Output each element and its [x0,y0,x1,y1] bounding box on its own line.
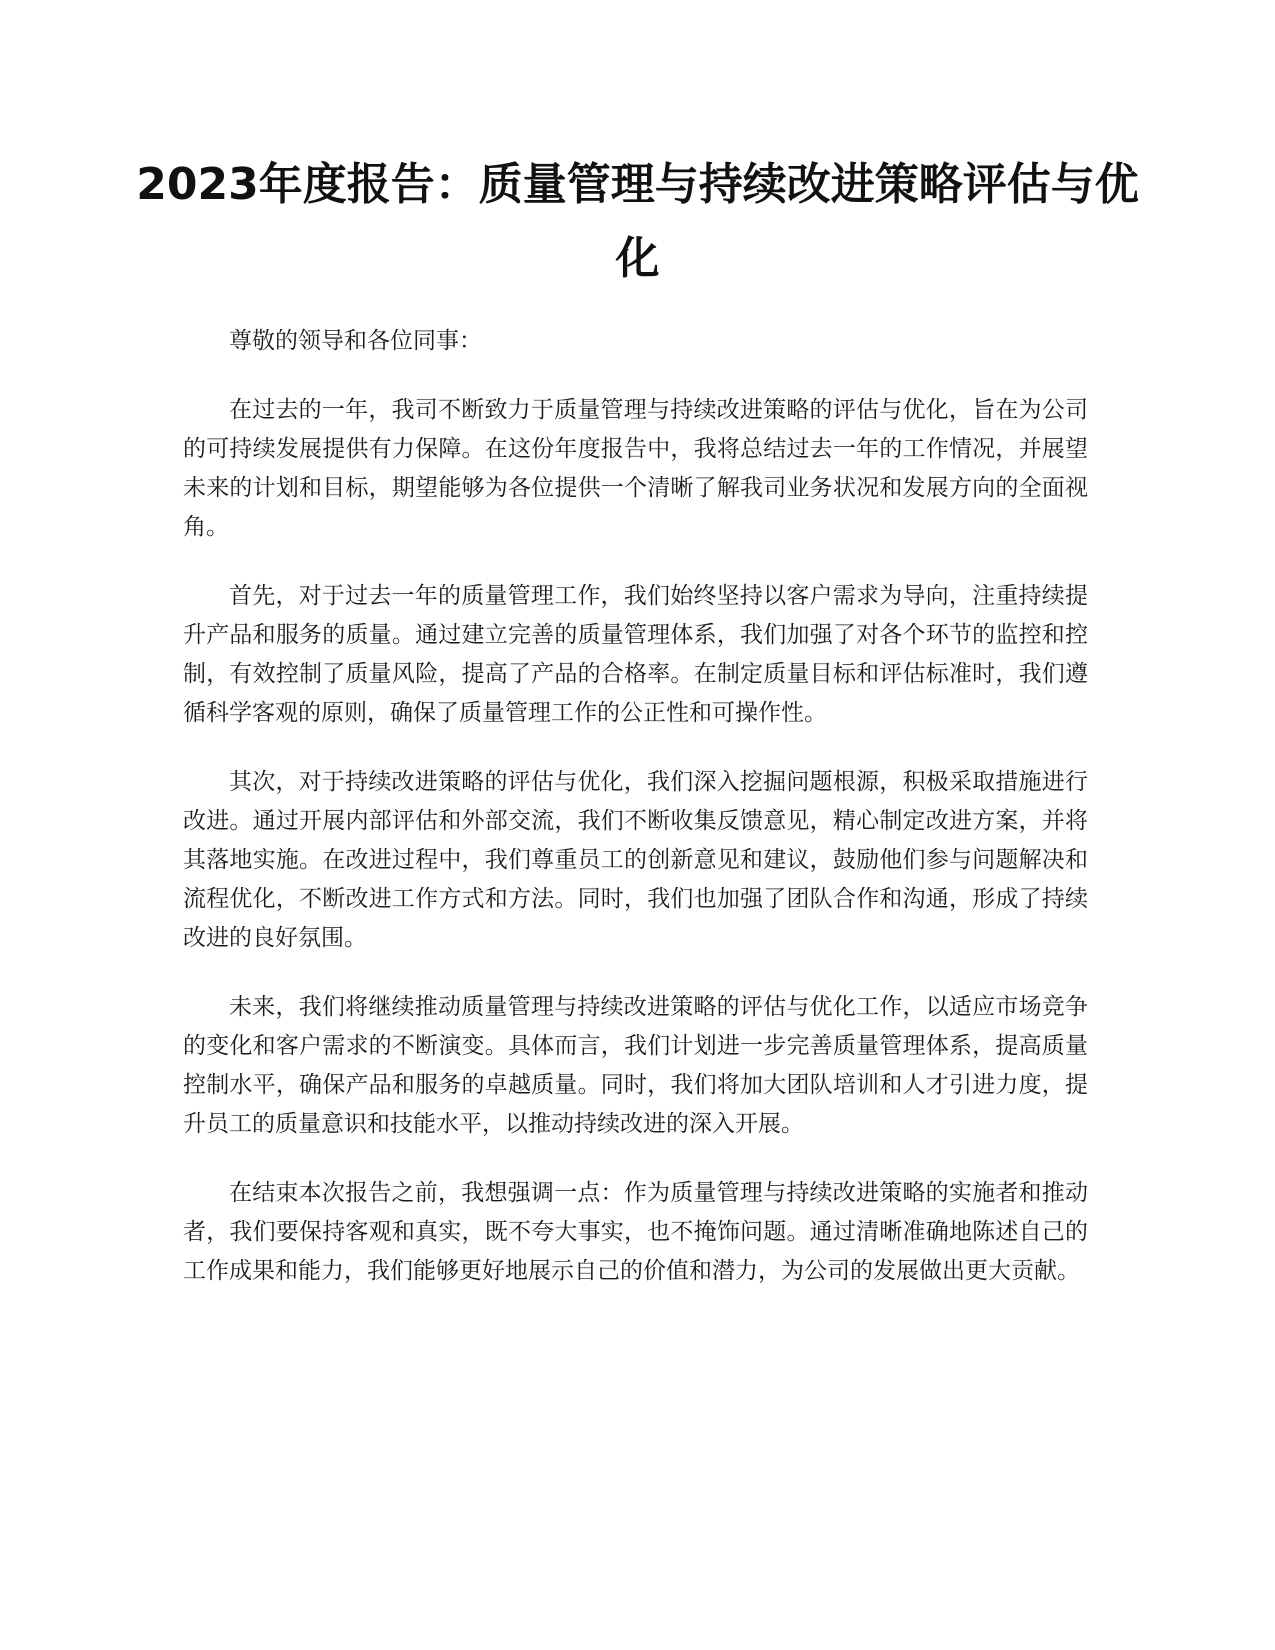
paragraph-intro: 在过去的一年，我司不断致力于质量管理与持续改进策略的评估与优化，旨在为公司的可持续发展提供有力保障。在这份年度报告中，我将总结过去一年的工作情况，并展望未来的计划和目标，期望能够为各位提供一个清晰了解我司业务状况和发展方向的全面视角。 [183,397,1088,540]
paragraph-quality-management: 首先，对于过去一年的质量管理工作，我们始终坚持以客户需求为导向，注重持续提升产品和服务的质量。通过建立完善的质量管理体系，我们加强了对各个环节的监控和控制，有效控制了质量风险，提高了产品的合格率。在制定质量目标和评估标准时，我们遵循科学客观的原则，确保了质量管理工作的公正性和可操作性。 [183,583,1088,726]
paragraph-future-plans: 未来，我们将继续推动质量管理与持续改进策略的评估与优化工作，以适应市场竞争的变化和客户需求的不断演变。具体而言，我们计划进一步完善质量管理体系，提高质量控制水平，确保产品和服务的卓越质量。同时，我们将加大团队培训和人才引进力度，提升员工的质量意识和技能水平，以推动持续改进的深入开展。 [183,994,1088,1137]
salutation: 尊敬的领导和各位同事： [229,328,482,354]
paragraph-conclusion: 在结束本次报告之前，我想强调一点：作为质量管理与持续改进策略的实施者和推动者，我们要保持客观和真实，既不夸大事实，也不掩饰问题。通过清晰准确地陈述自己的工作成果和能力，我们能够更好地展示自己的价值和潜力，为公司的发展做出更大贡献。 [183,1180,1088,1284]
document-title: 2023年度报告：质量管理与持续改进策略评估与优化 [136,159,1139,284]
paragraph-continuous-improvement: 其次，对于持续改进策略的评估与优化，我们深入挖掘问题根源，积极采取措施进行改进。通过开展内部评估和外部交流，我们不断收集反馈意见，精心制定改进方案，并将其落地实施。在改进过程中，我们尊重员工的创新意见和建议，鼓励他们参与问题解决和流程优化，不断改进工作方式和方法。同时，我们也加强了团队合作和沟通，形成了持续改进的良好氛围。 [183,769,1088,951]
document-body [183,322,1088,1321]
